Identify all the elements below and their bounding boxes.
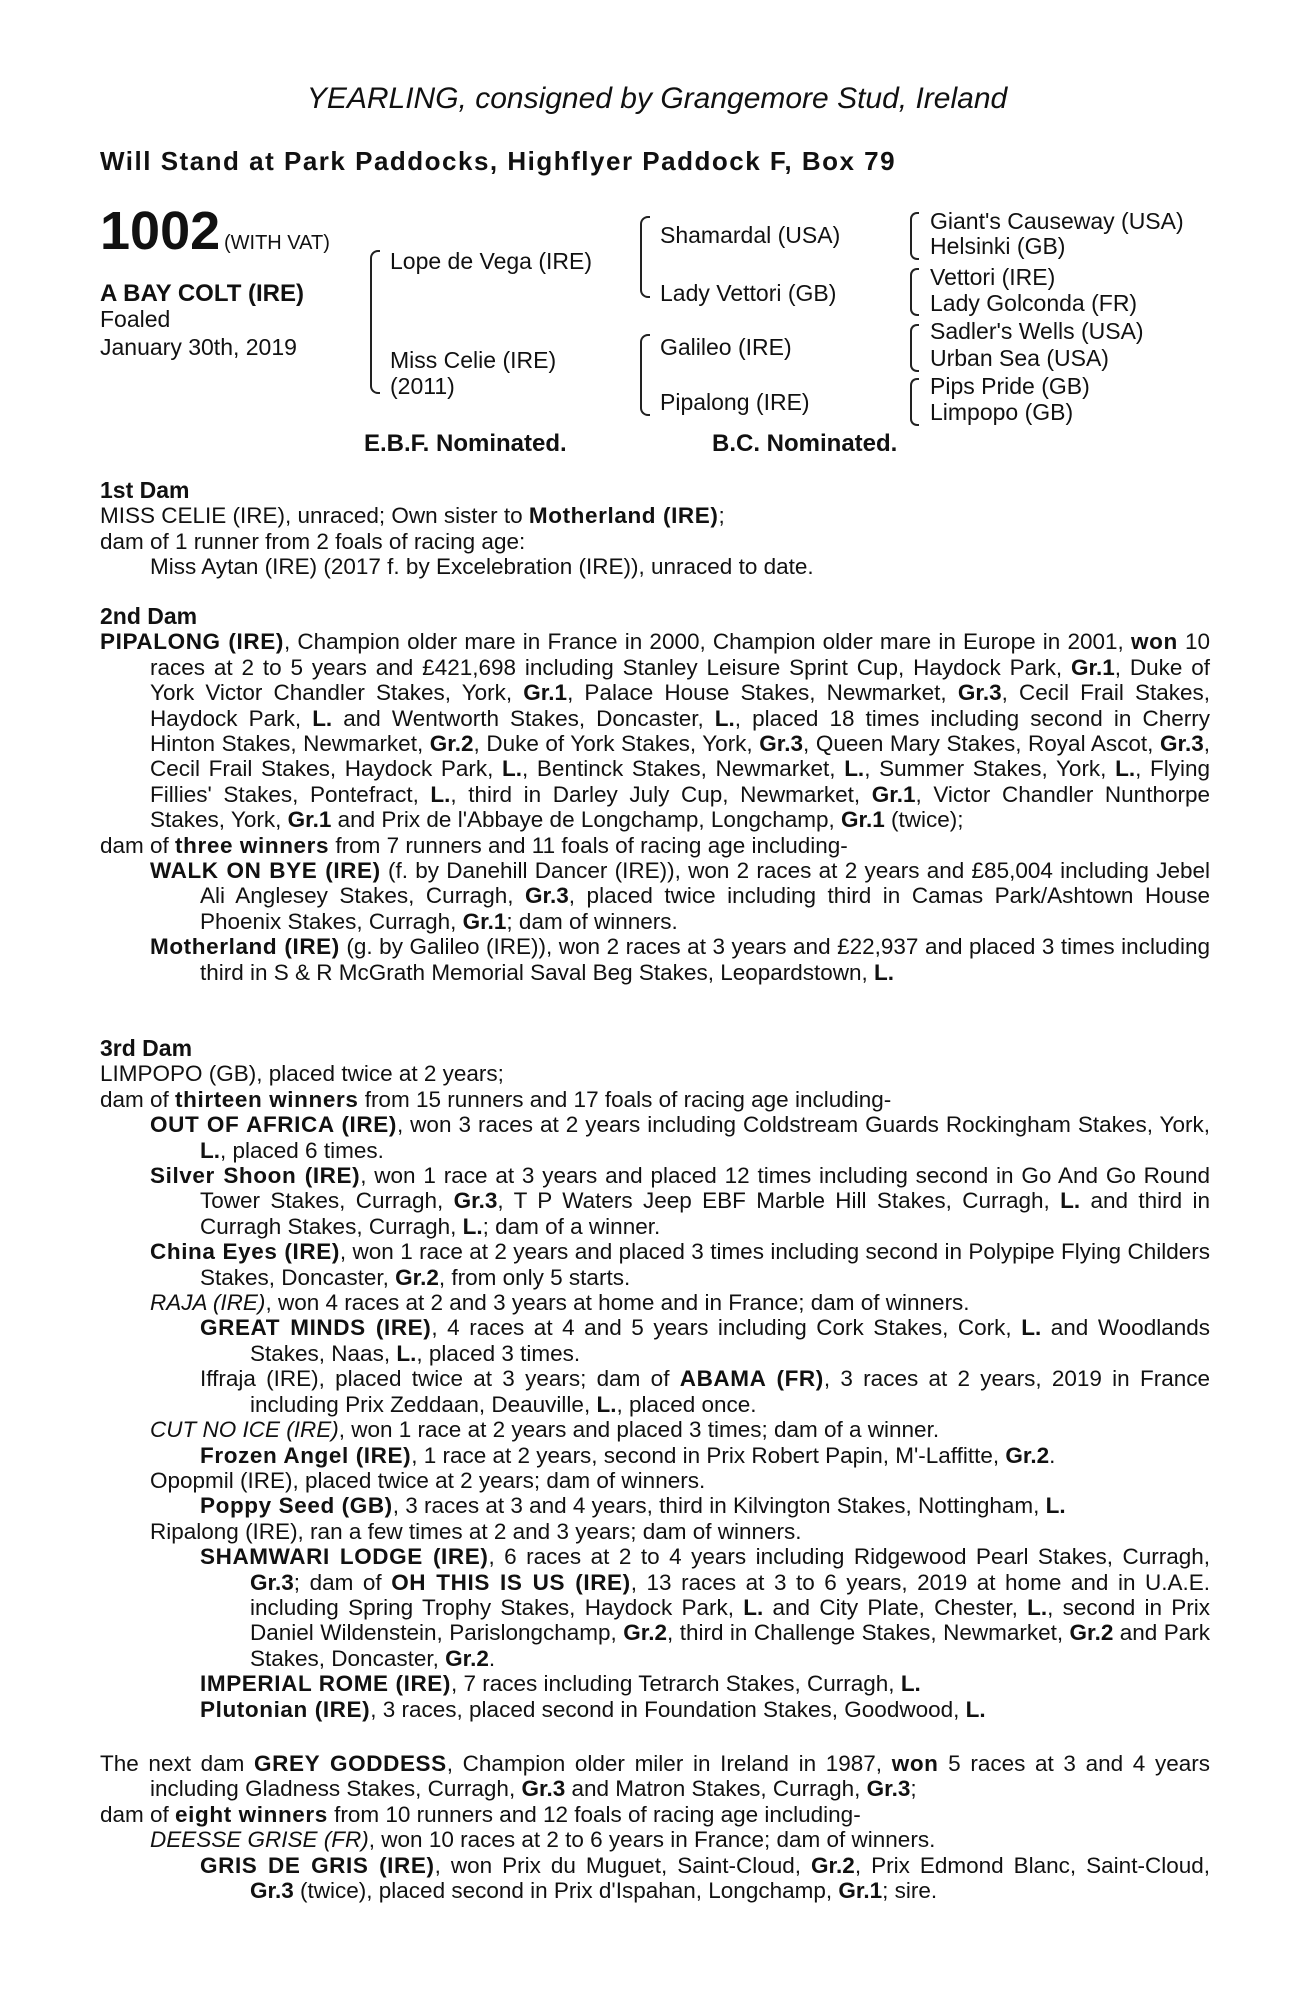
pedigree-sire: Lope de Vega (IRE): [390, 248, 593, 274]
second-dam-produce-summary: dam of three winners from 7 runners and 11 foals of racing age including-: [100, 832, 848, 858]
produce-imperial-rome: IMPERIAL ROME (IRE), 7 races including Tetrarch Stakes, Curragh, L.: [200, 1671, 921, 1697]
produce-walk-on-bye: WALK ON BYE (IRE) (f. by Danehill Dancer (IRE)), won 2 races at 2 years and £85,004 including Jebel Ali Anglesey Stakes, Curragh, Gr.3, placed twice including third in Camas Park/Ashtown House Phoenix Stakes, Curragh, Gr.1; dam of winners.: [150, 858, 1210, 934]
lot-number: 1002: [100, 201, 221, 261]
stand-location: Will Stand at Park Paddocks, Highflyer Paddock F, Box 79: [100, 146, 897, 176]
first-dam-produce-item: Miss Aytan (IRE) (2017 f. by Excelebration (IRE)), unraced to date.: [150, 554, 814, 580]
produce-china-eyes: China Eyes (IRE), won 1 race at 2 years and placed 3 times including second in Polypipe Flying Childers Stakes, Doncaster, Gr.2, from only 5 starts.: [150, 1239, 1210, 1290]
first-dam-heading: 1st Dam: [100, 477, 190, 503]
pedigree-gen3-3: Vettori (IRE): [930, 264, 1056, 290]
pedigree-gen3-1: Giant's Causeway (USA): [930, 208, 1184, 234]
dam-line-brace: [640, 334, 650, 416]
pedigree-dam-year: (2011): [390, 373, 455, 399]
first-dam-produce-summary: dam of 1 runner from 2 foals of racing age:: [100, 528, 526, 554]
pedigree-gen3-5: Sadler's Wells (USA): [930, 318, 1144, 344]
pedigree-gen3-2: Helsinki (GB): [930, 233, 1066, 259]
third-dam-line: LIMPOPO (GB), placed twice at 2 years;: [100, 1061, 504, 1087]
produce-gris-de-gris: GRIS DE GRIS (IRE), won Prix du Muguet, Saint-Cloud, Gr.2, Prix Edmond Blanc, Saint-Cloud, Gr.3 (twice), placed second in Prix d'Ispahan, Longchamp, Gr.1; sire.: [200, 1852, 1210, 1904]
produce-frozen-angel: Frozen Angel (IRE), 1 race at 2 years, second in Prix Robert Papin, M'-Laffitte, Gr.2.: [200, 1442, 1056, 1468]
second-dam-section: [100, 604, 1210, 985]
third-dam-section: [100, 1036, 1210, 1722]
pedigree-dam: Miss Celie (IRE): [390, 347, 557, 373]
produce-ripalong: Ripalong (IRE), ran a few times at 2 and 3 years; dam of winners.: [150, 1518, 802, 1544]
produce-poppy-seed: Poppy Seed (GB), 3 races at 3 and 4 years, third in Kilvington Stakes, Nottingham, L.: [200, 1493, 1066, 1519]
next-dam-section: [100, 1751, 1210, 1903]
pedigree-dam-dam: Pipalong (IRE): [660, 389, 810, 415]
first-dam-section: [100, 478, 1210, 580]
produce-shamwari-lodge: SHAMWARI LODGE (IRE), 6 races at 2 to 4 years including Ridgewood Pearl Stakes, Curragh, Gr.3; dam of OH THIS IS US (IRE), 13 races at 3 to 6 years, 2019 at home and in U.A.E. including Spring Trophy Stakes, Haydock Park, L. and City Plate, Chester, L., second in Prix Daniel Wildenstein, Parislongchamp, Gr.2, third in Challenge Stakes, Newmarket, Gr.2 and Park Stakes, Doncaster, Gr.2.: [200, 1544, 1211, 1671]
foaled-date: January 30th, 2019: [100, 334, 297, 360]
second-dam-record: PIPALONG (IRE), Champion older mare in France in 2000, Champion older mare in Europe in 2001, won 10 races at 2 to 5 years and £421,698 including Stanley Leisure Sprint Cup, Haydock Park, Gr.1, Duke of York Victor Chandler Stakes, York, Gr.1, Palace House Stakes, Newmarket, Gr.3, Cecil Frail Stakes, Haydock Park, L. and Wentworth Stakes, Doncaster, L., placed 18 times including second in Cherry Hinton Stakes, Newmarket, Gr.2, Duke of York Stakes, York, Gr.3, Queen Mary Stakes, Royal Ascot, Gr.3, Cecil Frail Stakes, Haydock Park, L., Bentinck Stakes, Newmarket, L., Summer Stakes, York, L., Flying Fillies' Stakes, Pontefract, L., third in Darley July Cup, Newmarket, Gr.1, Victor Chandler Nunthorpe Stakes, York, Gr.1 and Prix de l'Abbaye de Longchamp, Longchamp, Gr.1 (twice);: [100, 629, 1211, 833]
vat-note: (WITH VAT): [224, 232, 330, 254]
pedigree-sire-sire: Shamardal (USA): [660, 222, 841, 248]
foaled-label: Foaled: [100, 306, 171, 332]
sire-dam-brace: [370, 250, 380, 394]
third-dam-heading: 3rd Dam: [100, 1035, 193, 1061]
produce-silver-shoon: Silver Shoon (IRE), won 1 race at 3 years and placed 12 times including second in Go And Go Round Tower Stakes, Curragh, Gr.3, T P Waters Jeep EBF Marble Hill Stakes, Curragh, L. and third in Curragh Stakes, Curragh, L.; dam of a winner.: [150, 1163, 1210, 1239]
brace-g2: [910, 268, 919, 316]
pedigree-gen3-8: Limpopo (GB): [930, 399, 1074, 425]
next-dam-produce-summary: dam of eight winners from 10 runners and 12 foals of racing age including-: [100, 1801, 861, 1827]
pedigree-sire-dam: Lady Vettori (GB): [660, 280, 837, 306]
produce-great-minds: GREAT MINDS (IRE), 4 races at 4 and 5 years including Cork Stakes, Cork, L. and Woodlands Stakes, Naas, L., placed 3 times.: [200, 1315, 1210, 1366]
brace-g3: [910, 324, 919, 372]
produce-plutonian: Plutonian (IRE), 3 races, placed second in Foundation Stakes, Goodwood, L.: [200, 1696, 986, 1722]
lot-description: A BAY COLT (IRE): [100, 280, 305, 307]
produce-deesse-grise: DEESSE GRISE (FR), won 10 races at 2 to 6 years in France; dam of winners.: [150, 1827, 936, 1853]
produce-opopmil: Opopmil (IRE), placed twice at 2 years; dam of winners.: [150, 1467, 706, 1493]
produce-cut-no-ice: CUT NO ICE (IRE), won 1 race at 2 years and placed 3 times; dam of a winner.: [150, 1417, 940, 1443]
brace-g1: [910, 212, 919, 260]
page-header: YEARLING, consigned by Grangemore Stud, Ireland: [306, 82, 1008, 115]
produce-out-of-africa: OUT OF AFRICA (IRE), won 3 races at 2 years including Coldstream Guards Rockingham Stakes, York, L., placed 6 times.: [150, 1112, 1210, 1163]
produce-motherland: Motherland (IRE) (g. by Galileo (IRE)), won 2 races at 3 years and £22,937 and placed 3 times including third in S & R McGrath Memorial Saval Beg Stakes, Leopardstown, L.: [150, 934, 1210, 985]
ebf-nominated: E.B.F. Nominated.: [364, 430, 567, 457]
brace-g4: [910, 378, 919, 426]
produce-iffraja: Iffraja (IRE), placed twice at 3 years; dam of ABAMA (FR), 3 races at 2 years, 2019 in France including Prix Zeddaan, Deauville, L., placed once.: [200, 1366, 1210, 1417]
bc-nominated: B.C. Nominated.: [712, 430, 898, 457]
third-dam-produce-summary: dam of thirteen winners from 15 runners and 17 foals of racing age including-: [100, 1086, 892, 1112]
pedigree-dam-sire: Galileo (IRE): [660, 334, 792, 360]
pedigree-gen3-7: Pips Pride (GB): [930, 373, 1090, 399]
sire-line-brace: [640, 216, 650, 298]
pedigree-gen3-6: Urban Sea (USA): [930, 345, 1109, 371]
first-dam-line: MISS CELIE (IRE), unraced; Own sister to Motherland (IRE);: [100, 503, 725, 529]
produce-raja: RAJA (IRE), won 4 races at 2 and 3 years at home and in France; dam of winners.: [150, 1290, 970, 1316]
next-dam-record: The next dam GREY GODDESS, Champion older miler in Ireland in 1987, won 5 races at 3 and 4 years including Gladness Stakes, Curragh, Gr.3 and Matron Stakes, Curragh, Gr.3;: [100, 1751, 1210, 1802]
second-dam-heading: 2nd Dam: [100, 603, 198, 629]
pedigree-gen3-4: Lady Golconda (FR): [930, 290, 1138, 316]
